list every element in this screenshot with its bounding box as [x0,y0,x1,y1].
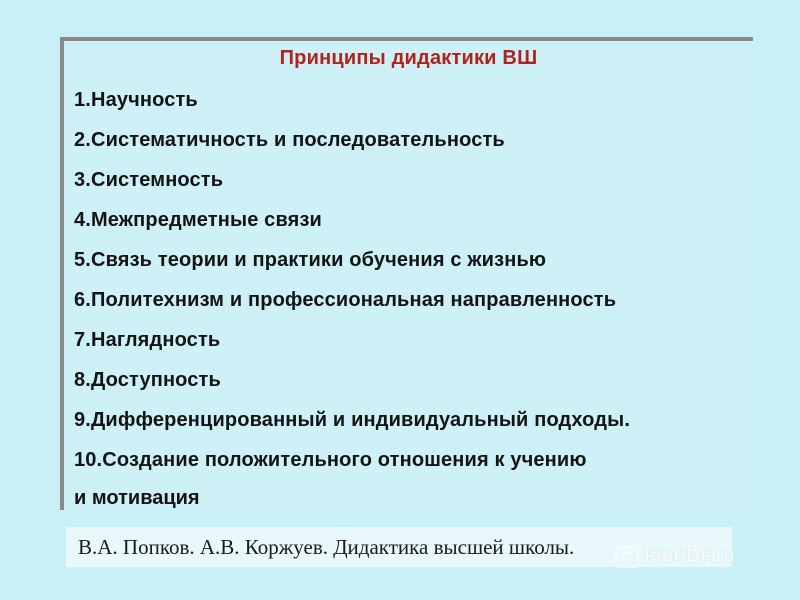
principle-item-3: 3.Системность [74,169,224,191]
principle-item-7: 7.Наглядность [74,329,221,351]
citation-text: В.А. Попков. А.В. Коржуев. Дидактика высшей школы. [78,535,575,559]
slide-frame [60,37,753,510]
principle-item-4: 4.Межпредметные связи [74,209,322,231]
principle-item-8: 8.Доступность [74,369,221,391]
principle-item-10-continuation: и мотивация [74,487,200,509]
watermark-text: FinPDF.ru [644,546,736,567]
slide-title: Принципы дидактики ВШ [279,47,538,69]
principles-list [74,85,630,513]
principle-item-5: 5.Связь теории и практики обучения с жизнью [74,249,547,271]
principle-item-2: 2.Систематичность и последовательность [74,129,505,151]
watermark-logo-icon [614,545,640,569]
principle-item-1: 1.Научность [74,89,198,111]
principle-item-9: 9.Дифференцированный и индивидуальный подходы. [74,409,631,431]
watermark [614,545,735,569]
principle-item-6: 6.Политехнизм и профессиональная направленность [74,289,617,311]
principle-item-10: 10.Создание положительного отношения к учению [74,449,587,471]
